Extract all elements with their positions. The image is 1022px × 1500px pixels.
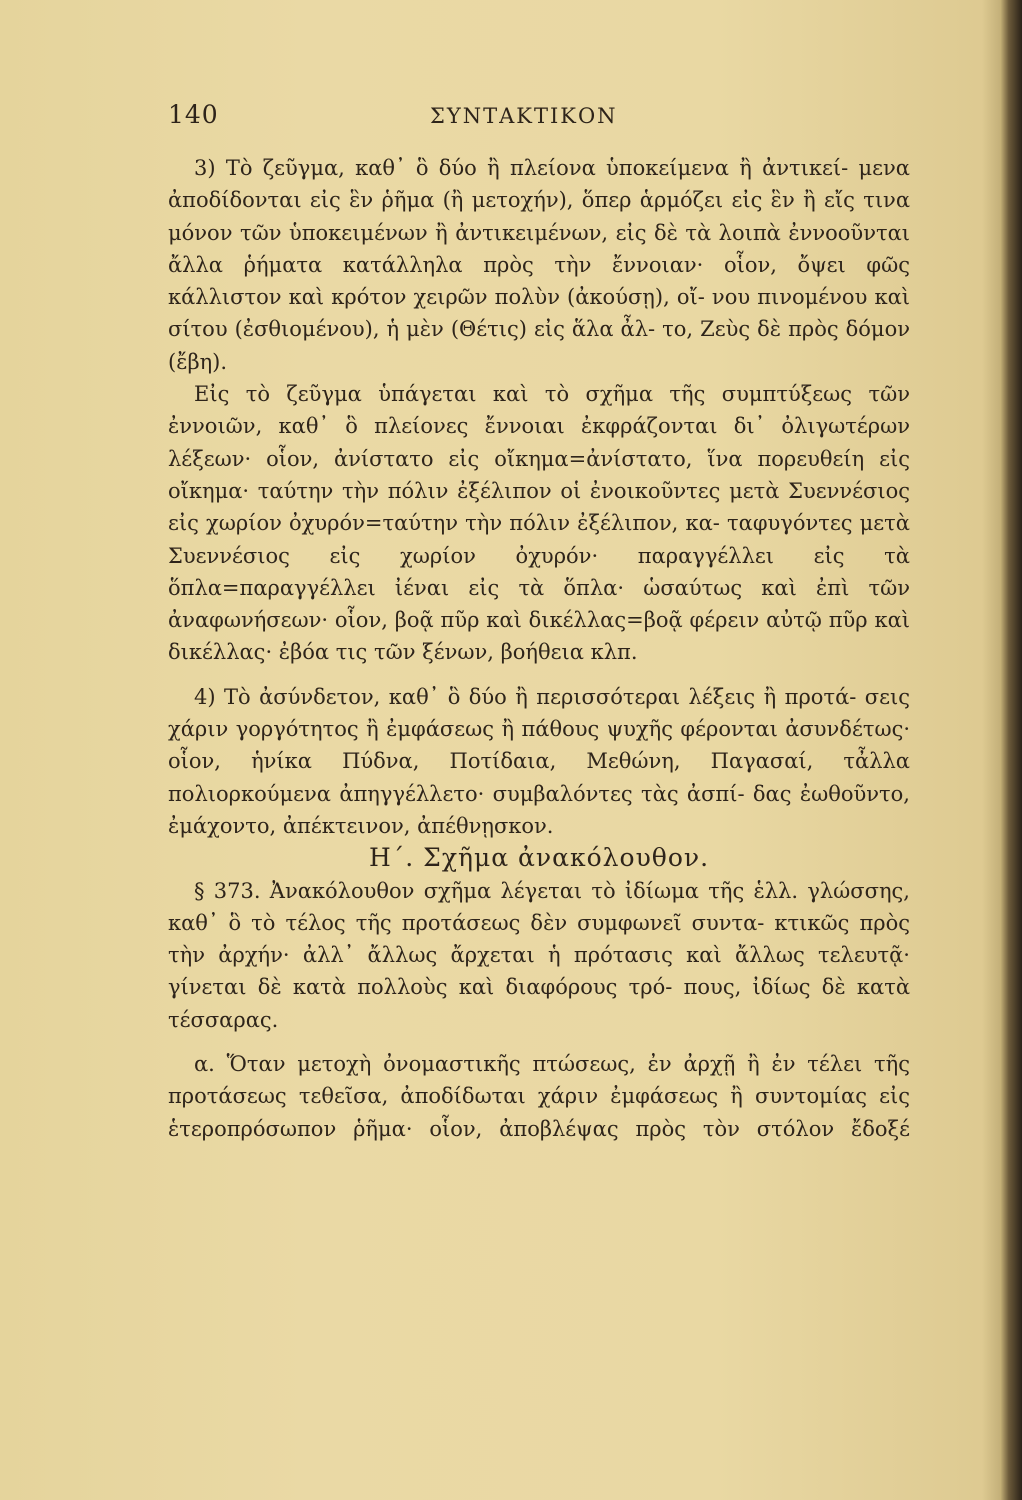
text-line: κτικῶς πρὸς τὴν ἀρχήν· ἀλλ᾽ ἄλλως ἄρχεται ἡ πρότασις καὶ	[168, 910, 910, 968]
section-heading: Η΄. Σχῆμα ἀνακόλουθον.	[368, 843, 710, 873]
text-line: ἀσυνδέτως· οἷον, ἡνίκα Πύδνα, Ποτίδαια, Μεθώνη, Παγασαί,	[168, 717, 910, 774]
paragraph	[168, 681, 910, 842]
paragraph	[168, 1048, 910, 1145]
text-line: αὐτῷ πῦρ καὶ δικέλλας· ἐβόα τις τῶν ξένων, βοήθεια κλπ.	[168, 608, 910, 665]
text-line: λέξεων· οἷον, ἀνίστατο εἰς οἴκημα=ἀνίστατο, ἵνα πορευθείη	[168, 446, 880, 471]
page-edge	[1000, 0, 1022, 1500]
text-line: 3) Τὸ ζεῦγμα, καθ᾽ ὃ δύο ἢ πλείονα ὑποκείμενα ἢ ἀντικεί-	[194, 156, 859, 180]
text-line: § 373. Ἀνακόλουθον σχῆμα λέγεται τὸ ἰδίωμα τῆς ἑλλ.	[194, 878, 808, 903]
text-line: ἐννοιῶν, καθ᾽ ὃ πλείονες ἔννοιαι ἐκφράζονται δι᾽ ὀλιγωτέρων	[168, 414, 910, 439]
text-line: Εἰς τὸ ζεῦγμα ὑπάγεται καὶ τὸ σχῆμα τῆς συμπτύξεως τῶν	[194, 382, 910, 407]
running-head: ΣΥΝΤΑΚΤΙΚΟΝ	[430, 104, 618, 128]
text-line: τῆς προτάσεως τεθεῖσα, ἀποδίδωται χάριν ἐμφάσεως ἢ συντομίας	[168, 1052, 910, 1109]
text-line: γλώσσης, καθ᾽ ὃ τὸ τέλος τῆς προτάσεως δὲν συμφωνεῖ συντα-	[168, 878, 910, 935]
text-line: ταφυγόντες μετὰ Συεννέσιος εἰς χωρίον ὀχυρόν· παραγγέλλει	[168, 511, 910, 568]
text-line: ἐπὶ τῶν ἀναφωνήσεων· οἷον, βοᾷ πῦρ καὶ δικέλλας=βοᾷ φέρειν	[168, 575, 910, 633]
page-shadow	[982, 0, 1000, 1500]
page-header	[168, 100, 908, 140]
text-line: ἢ εἴς τινα μόνον τῶν ὑποκειμένων ἢ ἀντικειμένων, εἰς δὲ τὰ	[168, 188, 910, 245]
text-line: Συεννέσιος εἰς χωρίον ὀχυρόν=ταύτην τὴν πόλιν ἐξέλιπον, κα-	[168, 478, 910, 536]
text-line: ἄλλως τελευτᾷ· γίνεται δὲ κατὰ πολλοὺς καὶ διαφόρους τρό-	[168, 943, 910, 1000]
body-text	[168, 152, 910, 1145]
text-line: πους, ἰδίως δὲ κατὰ τέσσαρας.	[168, 975, 911, 1032]
text-line: νου πινομένου καὶ σίτου (ἐσθιομένου), ἡ μὲν (Θέτις) εἰς ἅλα ἆλ-	[168, 285, 910, 342]
text-line: τἆλλα πολιορκούμενα ἀπηγγέλλετο· συμβαλόντες τὰς ἀσπί-	[168, 749, 910, 806]
text-line: μενα ἀποδίδονται εἰς ἓν ῥῆμα (ἢ μετοχήν), ὅπερ ἁρμόζει εἰς ἓν	[168, 156, 910, 213]
text-line: εἰς τὰ ὅπλα=παραγγέλλει ἰέναι εἰς τὰ ὅπλα· ὡσαύτως καὶ	[168, 543, 910, 600]
text-line: 4) Τὸ ἀσύνδετον, καθ᾽ ὃ δύο ἢ περισσότεραι λέξεις ἢ προτά-	[194, 684, 865, 709]
text-line: εἰς ἑτεροπρόσωπον ῥῆμα· οἷον, ἀποβλέψας πρὸς τὸν στόλον ἔδοξέ	[168, 1084, 910, 1141]
paragraph	[168, 378, 910, 669]
text-line: λοιπὰ ἐννοοῦνται ἄλλα ῥήματα κατάλληλα πρὸς τὴν ἔννοιαν·	[168, 220, 910, 277]
paragraph	[168, 152, 910, 378]
text-line: οἷον, ὄψει φῶς κάλλιστον καὶ κρότον χειρῶν πολὺν (ἀκούσῃ), οἴ-	[168, 252, 910, 310]
text-line: δας ἐωθοῦντο, ἐμάχοντο, ἀπέκτεινον, ἀπέθνῃσκον.	[168, 781, 910, 838]
text-line: α. Ὅταν μετοχὴ ὀνομαστικῆς πτώσεως, ἐν ἀρχῇ ἢ ἐν τέλει	[194, 1052, 875, 1077]
text-line: το, Ζεὺς δὲ πρὸς δόμον (ἔβη).	[168, 317, 910, 374]
text-line: σεις χάριν γοργότητος ἢ ἐμφάσεως ἢ πάθους ψυχῆς φέρονται	[168, 684, 910, 742]
paragraph	[168, 875, 910, 1036]
text-line: εἰς οἴκημα· ταύτην τὴν πόλιν ἐξέλιπον οἱ ἐνοικοῦντες μετὰ	[168, 446, 910, 503]
page-number: 140	[168, 100, 219, 129]
